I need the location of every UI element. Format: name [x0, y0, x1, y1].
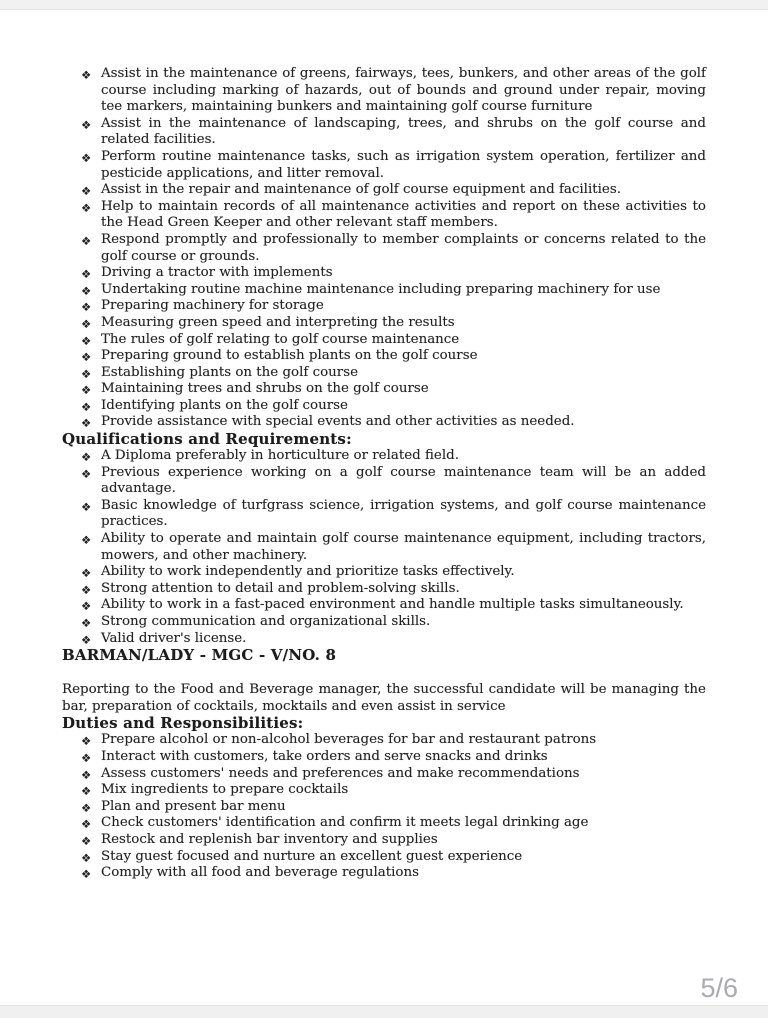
diamond-bullet-icon: ❖ [81, 850, 92, 865]
list-item [62, 332, 706, 349]
diamond-bullet-icon: ❖ [81, 867, 92, 882]
list-item-text: Check customers' identification and confirm it meets legal drinking age [101, 815, 589, 831]
list-item [62, 398, 706, 415]
list-item [62, 581, 706, 598]
list-item [62, 614, 706, 631]
list-item-text: The rules of golf relating to golf course maintenance [101, 331, 460, 347]
list-item [62, 597, 706, 614]
list-item [62, 149, 706, 182]
list-item-text: Preparing ground to establish plants on the golf course [101, 348, 478, 364]
list-item-text: Ability to work in a fast-paced environment and handle multiple tasks simultaneously. [101, 597, 684, 613]
diamond-bullet-icon: ❖ [81, 283, 92, 298]
list-item [62, 766, 706, 783]
list-item-text: Basic knowledge of turfgrass science, irrigation systems, and golf course maintenance practices. [101, 497, 706, 530]
diamond-bullet-icon: ❖ [81, 616, 92, 630]
list-item [62, 414, 706, 431]
diamond-bullet-icon: ❖ [81, 499, 92, 514]
qualifications-heading: Qualifications and Requirements: [62, 430, 352, 449]
barman-intro-paragraph: Reporting to the Food and Beverage manager, the successful candidate will be managing the bar, preparation of cocktails, mocktails and even assist in service [62, 682, 706, 714]
list-item-text: Assist in the repair and maintenance of golf course equipment and facilities. [101, 182, 621, 198]
diamond-bullet-icon: ❖ [81, 184, 92, 199]
list-item [62, 631, 706, 648]
list-item-text: Restock and replenish bar inventory and supplies [101, 831, 438, 847]
list-item-text: Establishing plants on the golf course [101, 364, 358, 380]
barman-duties-list [62, 732, 706, 881]
list-item [62, 832, 706, 849]
list-item-text: Help to maintain records of all maintenance activities and report on these activities to the Head Green Keeper and other relevant staff members. [101, 198, 706, 231]
list-item [62, 365, 706, 382]
page-number: 5/6 [700, 973, 738, 1003]
list-item [62, 116, 706, 149]
diamond-bullet-icon: ❖ [81, 784, 92, 799]
diamond-bullet-icon: ❖ [81, 416, 92, 431]
list-item [62, 732, 706, 749]
barman-duties-heading: Duties and Responsibilities: [62, 714, 304, 733]
list-item [62, 66, 706, 116]
diamond-bullet-icon: ❖ [81, 150, 92, 165]
document-page [62, 66, 706, 882]
list-item [62, 865, 706, 882]
list-item-text: Stay guest focused and nurture an excellent guest experience [101, 848, 523, 864]
diamond-bullet-icon: ❖ [81, 632, 92, 647]
diamond-bullet-icon: ❖ [81, 366, 92, 381]
diamond-bullet-icon: ❖ [81, 817, 92, 832]
list-item-text: Strong communication and organizational skills. [101, 614, 431, 629]
qualifications-list [62, 448, 706, 647]
list-item [62, 298, 706, 315]
diamond-bullet-icon: ❖ [81, 450, 92, 465]
list-item-text: Prepare alcohol or non-alcohol beverages for bar and restaurant patrons [101, 732, 597, 748]
list-item [62, 799, 706, 816]
diamond-bullet-icon: ❖ [81, 200, 92, 215]
list-item-text: Preparing machinery for storage [101, 298, 324, 314]
diamond-bullet-icon: ❖ [81, 300, 92, 315]
diamond-bullet-icon: ❖ [81, 566, 92, 581]
diamond-bullet-icon: ❖ [81, 466, 92, 481]
list-item-text: Plan and present bar menu [101, 798, 286, 814]
diamond-bullet-icon: ❖ [81, 233, 92, 248]
list-item-text: Assist in the maintenance of greens, fairways, tees, bunkers, and other areas of the golf course including marking of hazards, out of bounds and ground under repair, moving tee markers, maintaining bunkers and maintaining golf course furniture [101, 66, 706, 115]
list-item-text: Driving a tractor with implements [101, 265, 333, 281]
greenkeeper-duties-list [62, 66, 706, 431]
viewer-bottom-edge [0, 1005, 768, 1018]
list-item-text: Maintaining trees and shrubs on the golf course [101, 381, 429, 397]
list-item-text: Valid driver's license. [101, 630, 247, 646]
list-item-text: Interact with customers, take orders and serve snacks and drinks [101, 748, 548, 764]
list-item [62, 315, 706, 332]
list-item-text: Respond promptly and professionally to member complaints or concerns related to the golf course or grounds. [101, 231, 706, 264]
list-item-text: Provide assistance with special events and other activities as needed. [101, 414, 575, 430]
list-item [62, 448, 706, 465]
diamond-bullet-icon: ❖ [81, 582, 92, 597]
diamond-bullet-icon: ❖ [81, 316, 92, 331]
diamond-bullet-icon: ❖ [81, 833, 92, 848]
list-item [62, 465, 706, 498]
list-item-text: Undertaking routine machine maintenance including preparing machinery for use [101, 281, 661, 297]
list-item [62, 782, 706, 799]
list-item [62, 815, 706, 832]
diamond-bullet-icon: ❖ [81, 734, 92, 749]
diamond-bullet-icon: ❖ [81, 350, 92, 365]
diamond-bullet-icon: ❖ [81, 117, 92, 132]
diamond-bullet-icon: ❖ [81, 767, 92, 782]
list-item-text: Previous experience working on a golf course maintenance team will be an added advantage. [101, 464, 706, 497]
list-item [62, 182, 706, 199]
list-item [62, 348, 706, 365]
list-item-text: Mix ingredients to prepare cocktails [101, 782, 349, 798]
diamond-bullet-icon: ❖ [81, 68, 92, 82]
list-item-text: Assess customers' needs and preferences and make recommendations [101, 765, 580, 781]
diamond-bullet-icon: ❖ [81, 267, 92, 282]
diamond-bullet-icon: ❖ [81, 750, 92, 765]
diamond-bullet-icon: ❖ [81, 383, 92, 398]
list-item [62, 564, 706, 581]
list-item-text: A Diploma preferably in horticulture or related field. [101, 448, 459, 464]
barman-vacancy-heading: BARMAN/LADY - MGC - V/NO. 8 [62, 646, 337, 665]
diamond-bullet-icon: ❖ [81, 533, 92, 548]
diamond-bullet-icon: ❖ [81, 800, 92, 815]
list-item-text: Assist in the maintenance of landscaping, trees, and shrubs on the golf course and related facilities. [101, 115, 706, 148]
list-item-text: Comply with all food and beverage regulations [101, 865, 419, 881]
list-item [62, 849, 706, 866]
list-item [62, 381, 706, 398]
diamond-bullet-icon: ❖ [81, 399, 92, 414]
diamond-bullet-icon: ❖ [81, 333, 92, 348]
list-item-text: Strong attention to detail and problem-solving skills. [101, 580, 460, 596]
list-item [62, 265, 706, 282]
list-item-text: Ability to work independently and prioritize tasks effectively. [101, 564, 515, 580]
list-item-text: Perform routine maintenance tasks, such as irrigation system operation, fertilizer and pesticide applications, and litter removal. [101, 148, 706, 181]
list-item-text: Measuring green speed and interpreting the results [101, 314, 455, 330]
list-item [62, 498, 706, 531]
list-item [62, 282, 706, 299]
list-item-text: Identifying plants on the golf course [101, 397, 348, 413]
list-item-text: Ability to operate and maintain golf course maintenance equipment, including tractors, mowers, and other machinery. [101, 531, 706, 563]
list-item [62, 199, 706, 232]
list-item [62, 749, 706, 766]
diamond-bullet-icon: ❖ [81, 599, 92, 614]
list-item [62, 232, 706, 265]
viewer-top-edge [0, 0, 768, 10]
list-item [62, 531, 706, 564]
